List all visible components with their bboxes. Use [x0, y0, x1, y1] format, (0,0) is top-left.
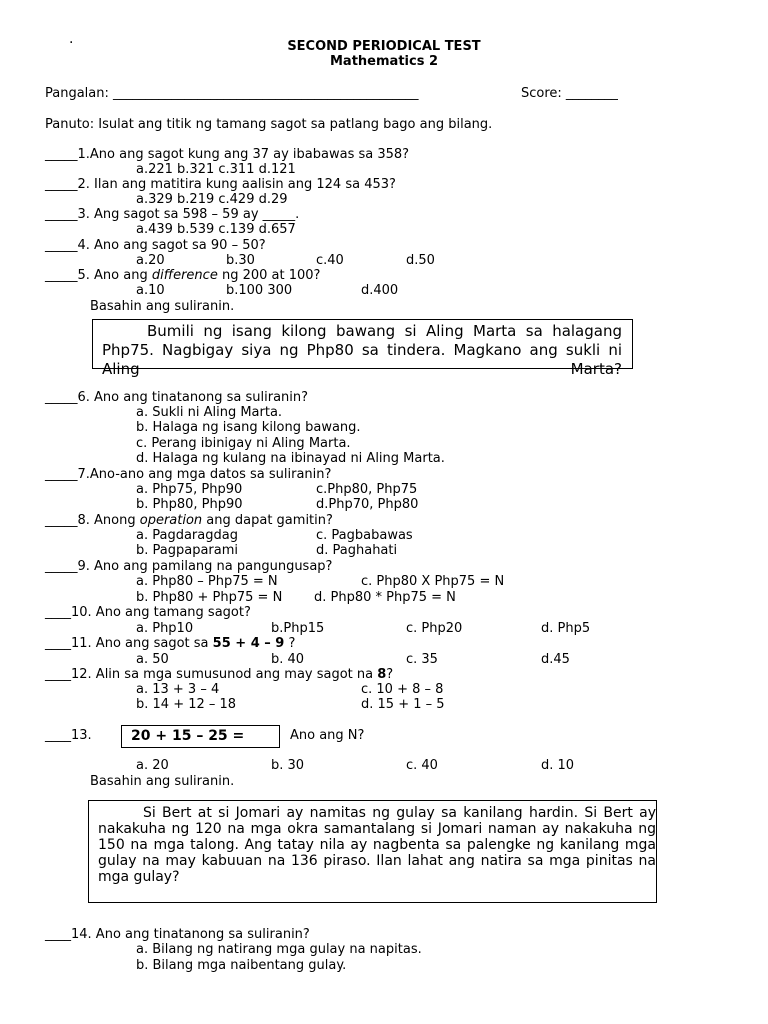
option-d: d. 10	[541, 758, 575, 773]
option-b: b. Halaga ng isang kilong bawang.	[136, 420, 361, 435]
header-mark: .	[69, 31, 74, 47]
read-problem-label: Basahin ang suliranin.	[90, 299, 235, 314]
question-3: _____3. Ang sagot sa 598 – 59 ay _____.	[45, 207, 300, 222]
option-a: a.20	[136, 253, 165, 268]
option-b: b. Php80, Php90	[136, 497, 243, 512]
question-7: _____7.Ano-ano ang mga datos sa suliranin?	[45, 467, 332, 482]
question-12: ____12. Alin sa mga sumusunod ang may sagot na 8?	[45, 667, 394, 682]
option-b: b.Php15	[271, 621, 325, 636]
option-b: b. Bilang mga naibentang gulay.	[136, 958, 347, 973]
word-problem-box	[92, 319, 633, 378]
question-5-emphasis: difference	[151, 268, 218, 283]
option-a: a. Sukli ni Aling Marta.	[136, 405, 283, 420]
question-11: ____11. Ano ang sagot sa 55 + 4 – 9 ?	[45, 636, 296, 651]
read-problem-label: Basahin ang suliranin.	[90, 774, 235, 789]
question-8-emphasis: operation	[139, 513, 203, 528]
option-a: a. Php80 – Php75 = N	[136, 574, 278, 589]
question-8: _____8. Anong operation ang dapat gamitin?	[45, 513, 333, 528]
question-1-options: a.221 b.321 c.311 d.121	[136, 162, 296, 177]
word-problem-box	[88, 800, 657, 903]
option-c: c.40	[316, 253, 344, 268]
option-b: b. Php80 + Php75 = N	[136, 590, 283, 605]
option-a: a. 50	[136, 652, 169, 667]
question-9: _____9. Ano ang pamilang na pangungusap?	[45, 559, 333, 574]
question-1: _____1.Ano ang sagot kung ang 37 ay ibabawas sa 358?	[45, 147, 410, 162]
option-b: b. 14 + 12 – 18	[136, 697, 237, 712]
word-problem-text: Si Bert at si Jomari ay namitas ng gulay sa kanilang hardin. Si Bert ay nakakuha ng 120 na mga okra samantalang si Jomari naman ay nakakuha ng 150 na mga talong. Ang tatay nila ay nagbenta sa palengke ng kanilang mga gulay na may kabuuan na 136 piraso. Ilan lahat ang natira sa mga pinitas na mga gulay?	[98, 805, 656, 885]
option-c: c. 10 + 8 – 8	[361, 682, 444, 697]
option-a: a. Pagdaragdag	[136, 528, 238, 543]
option-c: c. 35	[406, 652, 438, 667]
option-d: d. Php5	[541, 621, 591, 636]
question-14: ____14. Ano ang tinatanong sa suliranin?	[45, 927, 310, 942]
option-b: b. Pagpaparami	[136, 543, 239, 558]
option-b: b.100 300	[226, 283, 293, 298]
score-field: Score: ________	[521, 86, 618, 101]
question-12-number: 8	[377, 667, 387, 682]
question-10: ____10. Ano ang tamang sagot?	[45, 605, 251, 620]
question-4: _____4. Ano ang sagot sa 90 – 50?	[45, 238, 266, 253]
option-d: d. Paghahati	[316, 543, 398, 558]
option-d: d.Php70, Php80	[316, 497, 419, 512]
option-d: d.45	[541, 652, 570, 667]
option-c: c. Php20	[406, 621, 463, 636]
option-a: a.10	[136, 283, 165, 298]
option-b: b. 30	[271, 758, 305, 773]
option-a: a. Bilang ng natirang mga gulay na napitas.	[136, 942, 422, 957]
instructions: Panuto: Isulat ang titik ng tamang sagot sa patlang bago ang bilang.	[45, 117, 493, 132]
option-a: a. Php10	[136, 621, 194, 636]
name-field: Pangalan: _______________________________________________	[45, 86, 419, 101]
option-d: d.50	[406, 253, 435, 268]
equation-text: 20 + 15 – 25 =	[131, 728, 245, 744]
question-2-options: a.329 b.219 c.429 d.29	[136, 192, 288, 207]
option-a: a. Php75, Php90	[136, 482, 243, 497]
option-c: c. Perang ibinigay ni Aling Marta.	[136, 436, 351, 451]
option-c: c. 40	[406, 758, 438, 773]
question-6: _____6. Ano ang tinatanong sa suliranin?	[45, 390, 309, 405]
page-subtitle: Mathematics 2	[330, 54, 438, 69]
option-b: b. 40	[271, 652, 305, 667]
option-d: d. 15 + 1 – 5	[361, 697, 445, 712]
word-problem-text: Bumili ng isang kilong bawang si Aling Marta sa halagang Php75. Nagbigay siya ng Php80 sa tindera. Magkano ang sukli ni Aling Marta?	[102, 322, 622, 378]
page-title: SECOND PERIODICAL TEST	[287, 39, 481, 54]
option-d: d.400	[361, 283, 399, 298]
option-c: c.Php80, Php75	[316, 482, 418, 497]
option-c: c. Pagbabawas	[316, 528, 413, 543]
question-2: _____2. Ilan ang matitira kung aalisin ang 124 sa 453?	[45, 177, 396, 192]
option-b: b.30	[226, 253, 255, 268]
question-11-expression: 55 + 4 – 9	[212, 636, 285, 651]
question-5: _____5. Ano ang difference ng 200 at 100?	[45, 268, 321, 283]
question-3-options: a.439 b.539 c.139 d.657	[136, 222, 296, 237]
question-13: ____13.	[45, 728, 92, 743]
option-d: d. Php80 * Php75 = N	[314, 590, 456, 605]
option-c: c. Php80 X Php75 = N	[361, 574, 505, 589]
option-d: d. Halaga ng kulang na ibinayad ni Aling Marta.	[136, 451, 445, 466]
equation-box	[121, 725, 280, 748]
option-a: a. 20	[136, 758, 169, 773]
option-a: a. 13 + 3 – 4	[136, 682, 220, 697]
question-13-ask: Ano ang N?	[290, 728, 365, 743]
